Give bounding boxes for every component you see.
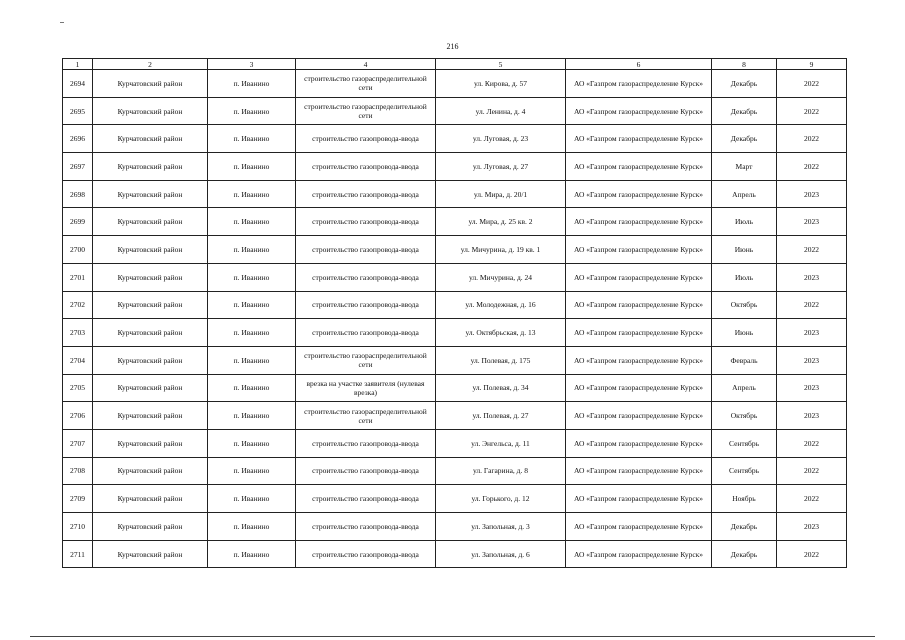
address-cell: ул. Ленина, д. 4: [436, 97, 566, 125]
settlement-cell: п. Иванино: [208, 180, 296, 208]
table-row: [63, 346, 847, 374]
organization-cell: АО «Газпром газораспределение Курск»: [566, 513, 712, 541]
month-cell: Март: [712, 153, 777, 181]
page-number: 216: [446, 42, 459, 51]
work-type-cell: строительство газопровода-ввода: [296, 291, 436, 319]
year-cell: 2022: [777, 125, 847, 153]
work-type-cell: строительство газопровода-ввода: [296, 180, 436, 208]
work-type-cell: строительство газопровода-ввода: [296, 125, 436, 153]
district-cell: Курчатовский район: [93, 236, 208, 264]
address-cell: ул. Луговая, д. 27: [436, 153, 566, 181]
row-number-cell: 2701: [63, 263, 93, 291]
year-cell: 2022: [777, 153, 847, 181]
column-header: 8: [712, 59, 777, 70]
row-number-cell: 2710: [63, 513, 93, 541]
work-type-cell: строительство газопровода-ввода: [296, 429, 436, 457]
month-cell: Декабрь: [712, 540, 777, 568]
work-type-cell: строительство газопровода-ввода: [296, 319, 436, 347]
table-row: [63, 429, 847, 457]
district-cell: Курчатовский район: [93, 291, 208, 319]
table-row: [63, 485, 847, 513]
district-cell: Курчатовский район: [93, 374, 208, 402]
row-number-cell: 2704: [63, 346, 93, 374]
organization-cell: АО «Газпром газораспределение Курск»: [566, 346, 712, 374]
table-row: [63, 70, 847, 98]
settlement-cell: п. Иванино: [208, 402, 296, 430]
district-cell: Курчатовский район: [93, 180, 208, 208]
district-cell: Курчатовский район: [93, 125, 208, 153]
organization-cell: АО «Газпром газораспределение Курск»: [566, 97, 712, 125]
row-number-cell: 2697: [63, 153, 93, 181]
address-cell: ул. Энгельса, д. 11: [436, 429, 566, 457]
page-bottom-edge: [30, 636, 875, 637]
address-cell: ул. Молодежная, д. 16: [436, 291, 566, 319]
address-cell: ул. Луговая, д. 23: [436, 125, 566, 153]
organization-cell: АО «Газпром газораспределение Курск»: [566, 540, 712, 568]
district-cell: Курчатовский район: [93, 402, 208, 430]
table-row: [63, 457, 847, 485]
year-cell: 2022: [777, 291, 847, 319]
column-header: 5: [436, 59, 566, 70]
organization-cell: АО «Газпром газораспределение Курск»: [566, 180, 712, 208]
table-header: [63, 59, 847, 70]
column-header: 9: [777, 59, 847, 70]
settlement-cell: п. Иванино: [208, 429, 296, 457]
work-type-cell: строительство газораспределительной сети: [296, 97, 436, 125]
address-cell: ул. Мичурина, д. 19 кв. 1: [436, 236, 566, 264]
work-type-cell: строительство газопровода-ввода: [296, 513, 436, 541]
month-cell: Апрель: [712, 374, 777, 402]
address-cell: ул. Запольная, д. 3: [436, 513, 566, 541]
settlement-cell: п. Иванино: [208, 485, 296, 513]
year-cell: 2023: [777, 374, 847, 402]
district-cell: Курчатовский район: [93, 485, 208, 513]
table-row: [63, 374, 847, 402]
address-cell: ул. Гагарина, д. 8: [436, 457, 566, 485]
organization-cell: АО «Газпром газораспределение Курск»: [566, 402, 712, 430]
work-type-cell: строительство газораспределительной сети: [296, 402, 436, 430]
table-row: [63, 97, 847, 125]
year-cell: 2022: [777, 97, 847, 125]
month-cell: Декабрь: [712, 70, 777, 98]
month-cell: Июнь: [712, 236, 777, 264]
work-type-cell: строительство газораспределительной сети: [296, 70, 436, 98]
month-cell: Декабрь: [712, 125, 777, 153]
row-number-cell: 2707: [63, 429, 93, 457]
table-row: [63, 153, 847, 181]
address-cell: ул. Мичурина, д. 24: [436, 263, 566, 291]
row-number-cell: 2708: [63, 457, 93, 485]
month-cell: Ноябрь: [712, 485, 777, 513]
table-row: [63, 236, 847, 264]
month-cell: Октябрь: [712, 402, 777, 430]
organization-cell: АО «Газпром газораспределение Курск»: [566, 125, 712, 153]
month-cell: Июль: [712, 263, 777, 291]
address-cell: ул. Полевая, д. 27: [436, 402, 566, 430]
table-row: [63, 540, 847, 568]
organization-cell: АО «Газпром газораспределение Курск»: [566, 153, 712, 181]
year-cell: 2023: [777, 208, 847, 236]
month-cell: Сентябрь: [712, 429, 777, 457]
table-row: [63, 291, 847, 319]
district-cell: Курчатовский район: [93, 346, 208, 374]
gasification-table: [62, 58, 847, 568]
column-header: 4: [296, 59, 436, 70]
scan-mark: [60, 22, 64, 23]
year-cell: 2023: [777, 180, 847, 208]
address-cell: ул. Горького, д. 12: [436, 485, 566, 513]
table-row: [63, 208, 847, 236]
settlement-cell: п. Иванино: [208, 540, 296, 568]
settlement-cell: п. Иванино: [208, 70, 296, 98]
table-row: [63, 180, 847, 208]
table-row: [63, 402, 847, 430]
work-type-cell: строительство газораспределительной сети: [296, 346, 436, 374]
table-row: [63, 263, 847, 291]
work-type-cell: строительство газопровода-ввода: [296, 208, 436, 236]
work-type-cell: строительство газопровода-ввода: [296, 485, 436, 513]
table-body: [63, 70, 847, 568]
year-cell: 2023: [777, 263, 847, 291]
month-cell: Февраль: [712, 346, 777, 374]
row-number-cell: 2702: [63, 291, 93, 319]
district-cell: Курчатовский район: [93, 513, 208, 541]
work-type-cell: строительство газопровода-ввода: [296, 236, 436, 264]
year-cell: 2022: [777, 429, 847, 457]
month-cell: Октябрь: [712, 291, 777, 319]
header-row: [63, 59, 847, 70]
row-number-cell: 2709: [63, 485, 93, 513]
row-number-cell: 2703: [63, 319, 93, 347]
row-number-cell: 2695: [63, 97, 93, 125]
district-cell: Курчатовский район: [93, 457, 208, 485]
year-cell: 2022: [777, 457, 847, 485]
row-number-cell: 2711: [63, 540, 93, 568]
row-number-cell: 2705: [63, 374, 93, 402]
district-cell: Курчатовский район: [93, 97, 208, 125]
row-number-cell: 2700: [63, 236, 93, 264]
year-cell: 2023: [777, 346, 847, 374]
row-number-cell: 2706: [63, 402, 93, 430]
year-cell: 2022: [777, 485, 847, 513]
month-cell: Июль: [712, 208, 777, 236]
district-cell: Курчатовский район: [93, 319, 208, 347]
organization-cell: АО «Газпром газораспределение Курск»: [566, 70, 712, 98]
address-cell: ул. Запольная, д. 6: [436, 540, 566, 568]
organization-cell: АО «Газпром газораспределение Курск»: [566, 374, 712, 402]
table-row: [63, 125, 847, 153]
row-number-cell: 2698: [63, 180, 93, 208]
organization-cell: АО «Газпром газораспределение Курск»: [566, 263, 712, 291]
year-cell: 2023: [777, 513, 847, 541]
year-cell: 2022: [777, 236, 847, 264]
year-cell: 2023: [777, 319, 847, 347]
settlement-cell: п. Иванино: [208, 208, 296, 236]
month-cell: Апрель: [712, 180, 777, 208]
address-cell: ул. Октябрьская, д. 13: [436, 319, 566, 347]
month-cell: Июнь: [712, 319, 777, 347]
settlement-cell: п. Иванино: [208, 125, 296, 153]
column-header: 1: [63, 59, 93, 70]
year-cell: 2022: [777, 70, 847, 98]
work-type-cell: строительство газопровода-ввода: [296, 263, 436, 291]
row-number-cell: 2696: [63, 125, 93, 153]
organization-cell: АО «Газпром газораспределение Курск»: [566, 457, 712, 485]
row-number-cell: 2694: [63, 70, 93, 98]
settlement-cell: п. Иванино: [208, 97, 296, 125]
month-cell: Декабрь: [712, 513, 777, 541]
table-row: [63, 513, 847, 541]
settlement-cell: п. Иванино: [208, 346, 296, 374]
table-row: [63, 319, 847, 347]
organization-cell: АО «Газпром газораспределение Курск»: [566, 429, 712, 457]
column-header: 3: [208, 59, 296, 70]
settlement-cell: п. Иванино: [208, 263, 296, 291]
column-header: 6: [566, 59, 712, 70]
address-cell: ул. Мира, д. 25 кв. 2: [436, 208, 566, 236]
month-cell: Сентябрь: [712, 457, 777, 485]
settlement-cell: п. Иванино: [208, 513, 296, 541]
district-cell: Курчатовский район: [93, 153, 208, 181]
district-cell: Курчатовский район: [93, 70, 208, 98]
work-type-cell: врезка на участке заявителя (нулевая врезка): [296, 374, 436, 402]
address-cell: ул. Мира, д. 20/1: [436, 180, 566, 208]
district-cell: Курчатовский район: [93, 540, 208, 568]
organization-cell: АО «Газпром газораспределение Курск»: [566, 208, 712, 236]
settlement-cell: п. Иванино: [208, 236, 296, 264]
settlement-cell: п. Иванино: [208, 457, 296, 485]
district-cell: Курчатовский район: [93, 429, 208, 457]
work-type-cell: строительство газопровода-ввода: [296, 457, 436, 485]
organization-cell: АО «Газпром газораспределение Курск»: [566, 236, 712, 264]
month-cell: Декабрь: [712, 97, 777, 125]
address-cell: ул. Полевая, д. 34: [436, 374, 566, 402]
settlement-cell: п. Иванино: [208, 319, 296, 347]
district-cell: Курчатовский район: [93, 263, 208, 291]
district-cell: Курчатовский район: [93, 208, 208, 236]
work-type-cell: строительство газопровода-ввода: [296, 153, 436, 181]
settlement-cell: п. Иванино: [208, 153, 296, 181]
address-cell: ул. Кирова, д. 57: [436, 70, 566, 98]
settlement-cell: п. Иванино: [208, 374, 296, 402]
year-cell: 2022: [777, 540, 847, 568]
address-cell: ул. Полевая, д. 175: [436, 346, 566, 374]
organization-cell: АО «Газпром газораспределение Курск»: [566, 291, 712, 319]
column-header: 2: [93, 59, 208, 70]
organization-cell: АО «Газпром газораспределение Курск»: [566, 485, 712, 513]
organization-cell: АО «Газпром газораспределение Курск»: [566, 319, 712, 347]
work-type-cell: строительство газопровода-ввода: [296, 540, 436, 568]
row-number-cell: 2699: [63, 208, 93, 236]
year-cell: 2023: [777, 402, 847, 430]
settlement-cell: п. Иванино: [208, 291, 296, 319]
